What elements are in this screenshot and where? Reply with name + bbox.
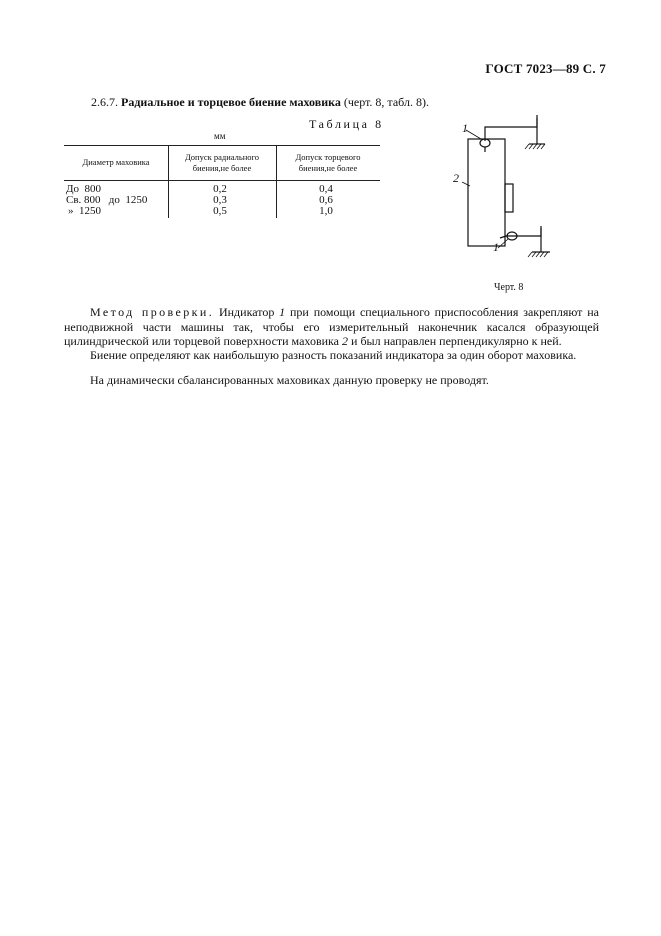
table-top-rule (64, 145, 380, 146)
row3-diameter: » 1250 (68, 205, 101, 217)
header-radial-line2: биения,не более (192, 163, 252, 173)
upper-ground-hatch (525, 144, 545, 149)
flywheel-hub (505, 184, 513, 212)
row2-diameter: Св. 800 до 1250 (66, 194, 148, 206)
table-units: мм (214, 131, 226, 141)
header-radial (168, 152, 276, 174)
row1-axial: 0,4 (319, 183, 333, 195)
label-indicator-lower: 1 (493, 240, 499, 254)
figure-8-drawing (440, 112, 560, 272)
lower-ground-hatch (528, 252, 548, 257)
header-axial (276, 152, 380, 174)
table-header-rule (64, 180, 380, 181)
header-radial-line1: Допуск радиального (184, 152, 260, 162)
leader-indicator (466, 130, 481, 139)
upper-stand-arm (485, 118, 537, 141)
section-reference: (черт. 8, табл. 8). (343, 95, 429, 109)
row3-axial: 1,0 (319, 205, 333, 217)
header-axial-line2: биения,не более (298, 163, 358, 173)
row2-axial: 0,6 (319, 194, 333, 206)
method-paragraph-2: Биение определяют как наибольшую разность показаний индикатора за один оборот маховика. (90, 348, 577, 362)
page-header: ГОСТ 7023—89 С. 7 (485, 61, 606, 76)
method-p1-c: и был направлен перпендикулярно к ней. (348, 334, 562, 348)
section-heading (91, 95, 429, 110)
section-title: Радиальное и торцевое биение маховика (121, 95, 341, 109)
leader-flywheel (462, 182, 470, 186)
row2-radial: 0,3 (213, 194, 227, 206)
method-p1-b: при помощи специального приспособления закрепляют на неподвижной части машины так, чтобы его измерительный наконечник касался образующей цилиндрической или торцевой поверхности маховика (64, 305, 599, 348)
figure-caption: Черт. 8 (494, 282, 524, 293)
method-paragraph-1 (64, 305, 599, 349)
label-flywheel: 2 (453, 171, 459, 185)
flywheel-body (468, 139, 505, 246)
row1-diameter: До 800 (66, 183, 102, 195)
leader-lower-indicator (498, 239, 508, 248)
method-p1-a: Индикатор (214, 305, 280, 319)
row1-radial: 0,2 (213, 183, 227, 195)
header-axial-line1: Допуск торцевого (295, 152, 361, 162)
method-paragraph-3: На динамически сбалансированных маховиках данную проверку не проводят. (90, 373, 489, 387)
row3-radial: 0,5 (213, 205, 227, 217)
label-indicator: 1 (462, 121, 468, 135)
method-ref-indicator: 1 (279, 305, 286, 319)
header-diameter: Диаметр маховика (82, 157, 150, 167)
method-lead: Метод проверки. (90, 305, 215, 319)
method-ref-flywheel: 2 (342, 334, 349, 348)
table-caption: Таблица 8 (309, 117, 384, 131)
section-number: 2.6.7. (91, 95, 118, 109)
